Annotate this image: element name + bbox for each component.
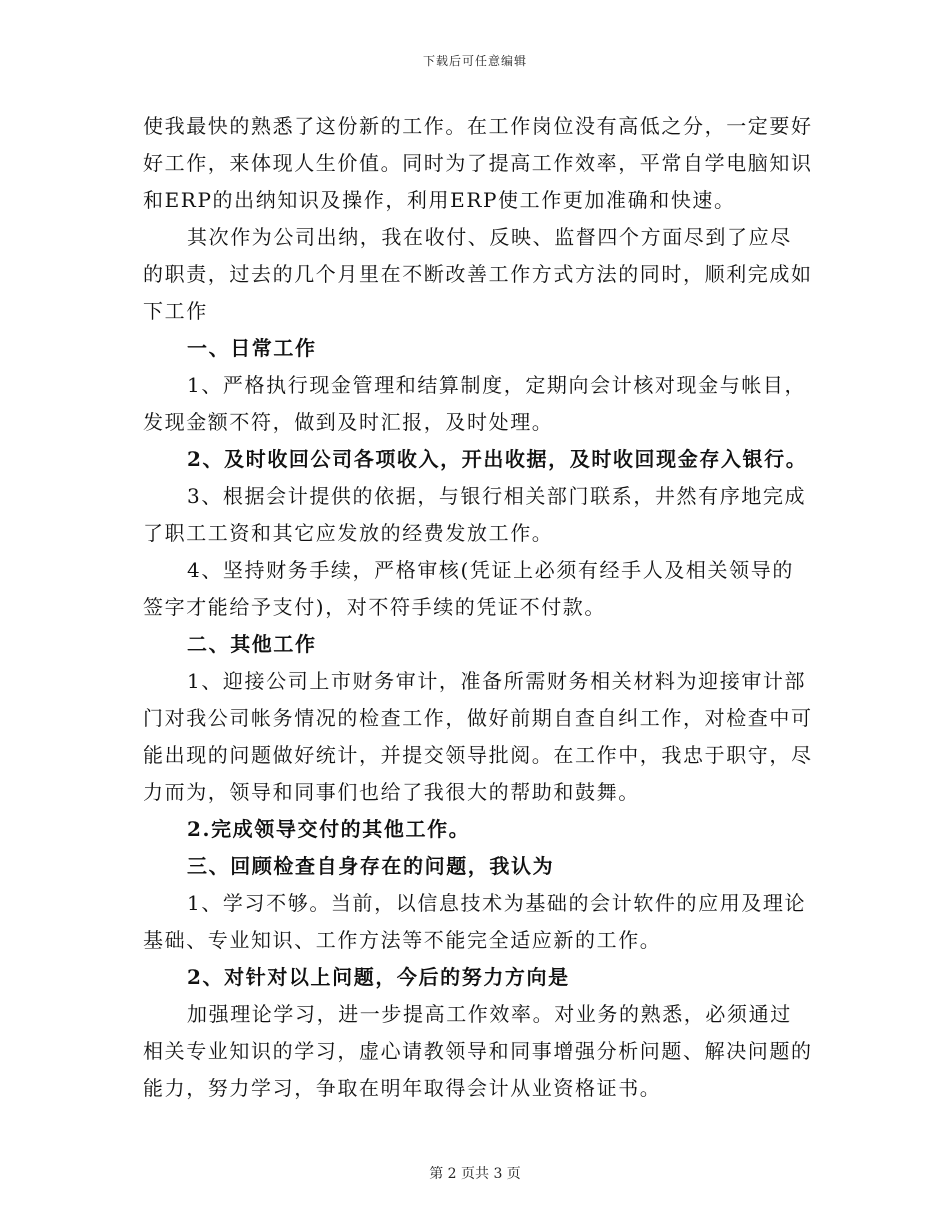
- page-number: 第 2 页共 3 页: [429, 1166, 521, 1182]
- section-heading-daily-work: 一、日常工作: [187, 336, 317, 360]
- paragraph-other-item-2: 2.完成领导交付的其他工作。: [187, 817, 471, 841]
- page-header: 下载后可任意编辑: [422, 54, 527, 68]
- paragraph-daily-item-2: 2、及时收回公司各项收入，开出收据，及时收回现金存入银行。: [187, 447, 808, 471]
- paragraph-problem-item-1: 1、学习不够。当前，以信息技术为基础的会计软件的应用及理论基础、专业知识、工作方法等不能完全适应新的工作。: [143, 891, 807, 952]
- section-heading-other-work: 二、其他工作: [187, 632, 317, 656]
- section-heading-problems: 三、回顾检查自身存在的问题，我认为: [187, 854, 555, 878]
- paragraph-2: 其次作为公司出纳，我在收付、反映、监督四个方面尽到了应尽的职责，过去的几个月里在不断改善工作方式方法的同时，顺利完成如下工作: [143, 225, 813, 323]
- paragraph-problem-item-2: 2、对针对以上问题，今后的努力方向是: [187, 965, 570, 989]
- paragraph-conclusion: 加强理论学习，进一步提高工作效率。对业务的熟悉，必须通过相关专业知识的学习，虚心请教领导和同事增强分析问题、解决问题的能力，努力学习，争取在明年取得会计从业资格证书。: [143, 1002, 813, 1100]
- paragraph-1: 使我最快的熟悉了这份新的工作。在工作岗位没有高低之分，一定要好好工作，来体现人生价值。同时为了提高工作效率，平常自学电脑知识和ERP的出纳知识及操作，利用ERP使工作更加准确和快速。: [143, 114, 813, 212]
- paragraph-daily-item-1: 1、严格执行现金管理和结算制度，定期向会计核对现金与帐目，发现金额不符，做到及时汇报，及时处理。: [143, 373, 807, 434]
- paragraph-daily-item-4: 4、坚持财务手续，严格审核(凭证上必须有经手人及相关领导的签字才能给予支付)，对不符手续的凭证不付款。: [143, 558, 794, 619]
- document-body: [143, 108, 813, 1107]
- paragraph-daily-item-3: 3、根据会计提供的依据，与银行相关部门联系，井然有序地完成了职工工资和其它应发放的经费发放工作。: [143, 484, 807, 545]
- paragraph-other-item-1: 1、迎接公司上市财务审计，准备所需财务相关材料为迎接审计部门对我公司帐务情况的检查工作，做好前期自查自纠工作，对检查中可能出现的问题做好统计，并提交领导批阅。在工作中，我忠于职守，尽力而为，领导和同事们也给了我很大的帮助和鼓舞。: [143, 669, 813, 804]
